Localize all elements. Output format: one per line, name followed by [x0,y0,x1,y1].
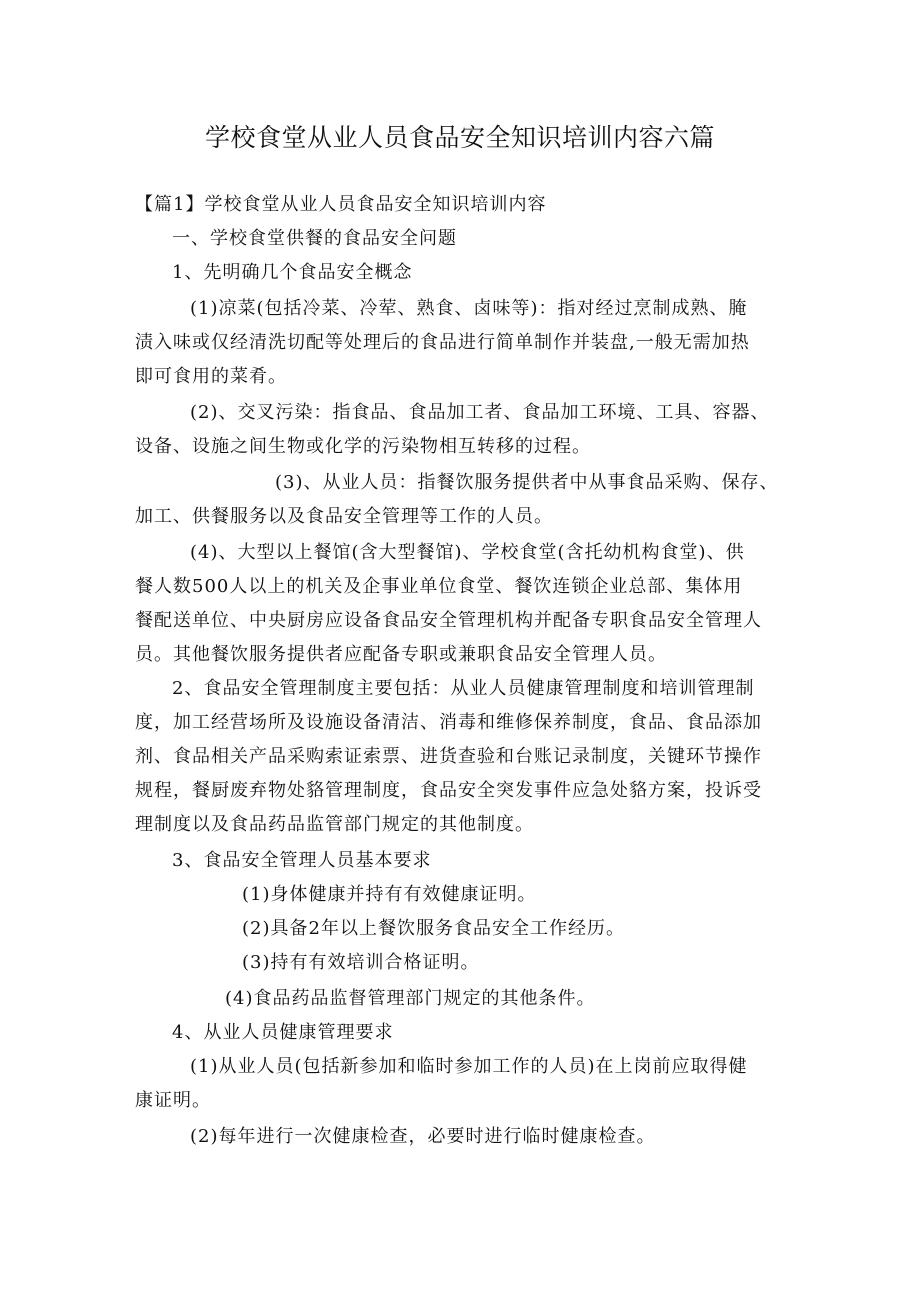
paragraph-line: (1)凉菜(包括冷菜、冷荤、熟食、卤味等)：指对经过烹制成熟、腌 [190,298,748,319]
list-item: (1)身体健康并持有有效健康证明。 [242,884,537,905]
list-item: (4)食品药品监督管理部门规定的其他条件。 [225,988,596,1009]
paragraph-line: 理制度以及食品药品监管部门规定的其他制度。 [135,814,534,835]
part-heading: 一、学校食堂供餐的食品安全问题 [172,228,457,249]
section-heading: 【篇1】学校食堂从业人员食品安全知识培训内容 [135,194,547,215]
item-heading: 4、从业人员健康管理要求 [172,1022,394,1043]
paragraph-line: (1)从业人员(包括新参加和临时参加工作的人员)在上岗前应取得健 [190,1056,748,1077]
paragraph-line: (2)、交叉污染：指食品、食品加工者、食品加工环境、工具、容器、 [190,402,770,423]
paragraph-line: 加工、供餐服务以及食品安全管理等工作的人员。 [135,506,553,527]
paragraph-line: 即可食用的菜肴。 [135,366,287,387]
item-heading: 1、先明确几个食品安全概念 [172,262,413,283]
paragraph-line: (4)、大型以上餐馆(含大型餐馆)、学校食堂(含托幼机构食堂)、供 [190,542,745,563]
paragraph-line: (2)每年进行一次健康检查，必要时进行临时健康检查。 [190,1126,656,1147]
paragraph-line: 渍入味或仅经清洗切配等处理后的食品进行简单制作并装盘,一般无需加热 [135,332,750,353]
item-heading: 3、食品安全管理人员基本要求 [172,850,432,871]
paragraph-line: (3)、从业人员：指餐饮服务提供者中从事食品采购、保存、 [275,472,779,493]
paragraph-line: 餐人数500人以上的机关及企事业单位食堂、餐饮连锁企业总部、集体用 [135,576,743,597]
list-item: (3)持有有效培训合格证明。 [242,952,480,973]
paragraph-line: 2、食品安全管理制度主要包括：从业人员健康管理制度和培训管理制 [172,678,755,699]
paragraph-line: 餐配送单位、中央厨房应设备食品安全管理机构并配备专职食品安全管理人 [135,610,762,631]
list-item: (2)具备2年以上餐饮服务食品安全工作经历。 [242,918,625,939]
paragraph-line: 康证明。 [135,1090,211,1111]
document-title: 学校食堂从业人员食品安全知识培训内容六篇 [204,123,715,152]
paragraph-line: 员。其他餐饮服务提供者应配备专职或兼职食品安全管理人员。 [135,644,667,665]
paragraph-line: 剂、食品相关产品采购索证索票、进货查验和台账记录制度，关键环节操作 [135,746,762,767]
paragraph-line: 规程，餐厨废弃物处貉管理制度，食品安全突发事件应急处貉方案，投诉受 [135,780,762,801]
paragraph-line: 设备、设施之间生物或化学的污染物相互转移的过程。 [135,436,591,457]
paragraph-line: 度，加工经营场所及设施设备清洁、消毒和维修保养制度，食品、食品添加 [135,712,762,733]
